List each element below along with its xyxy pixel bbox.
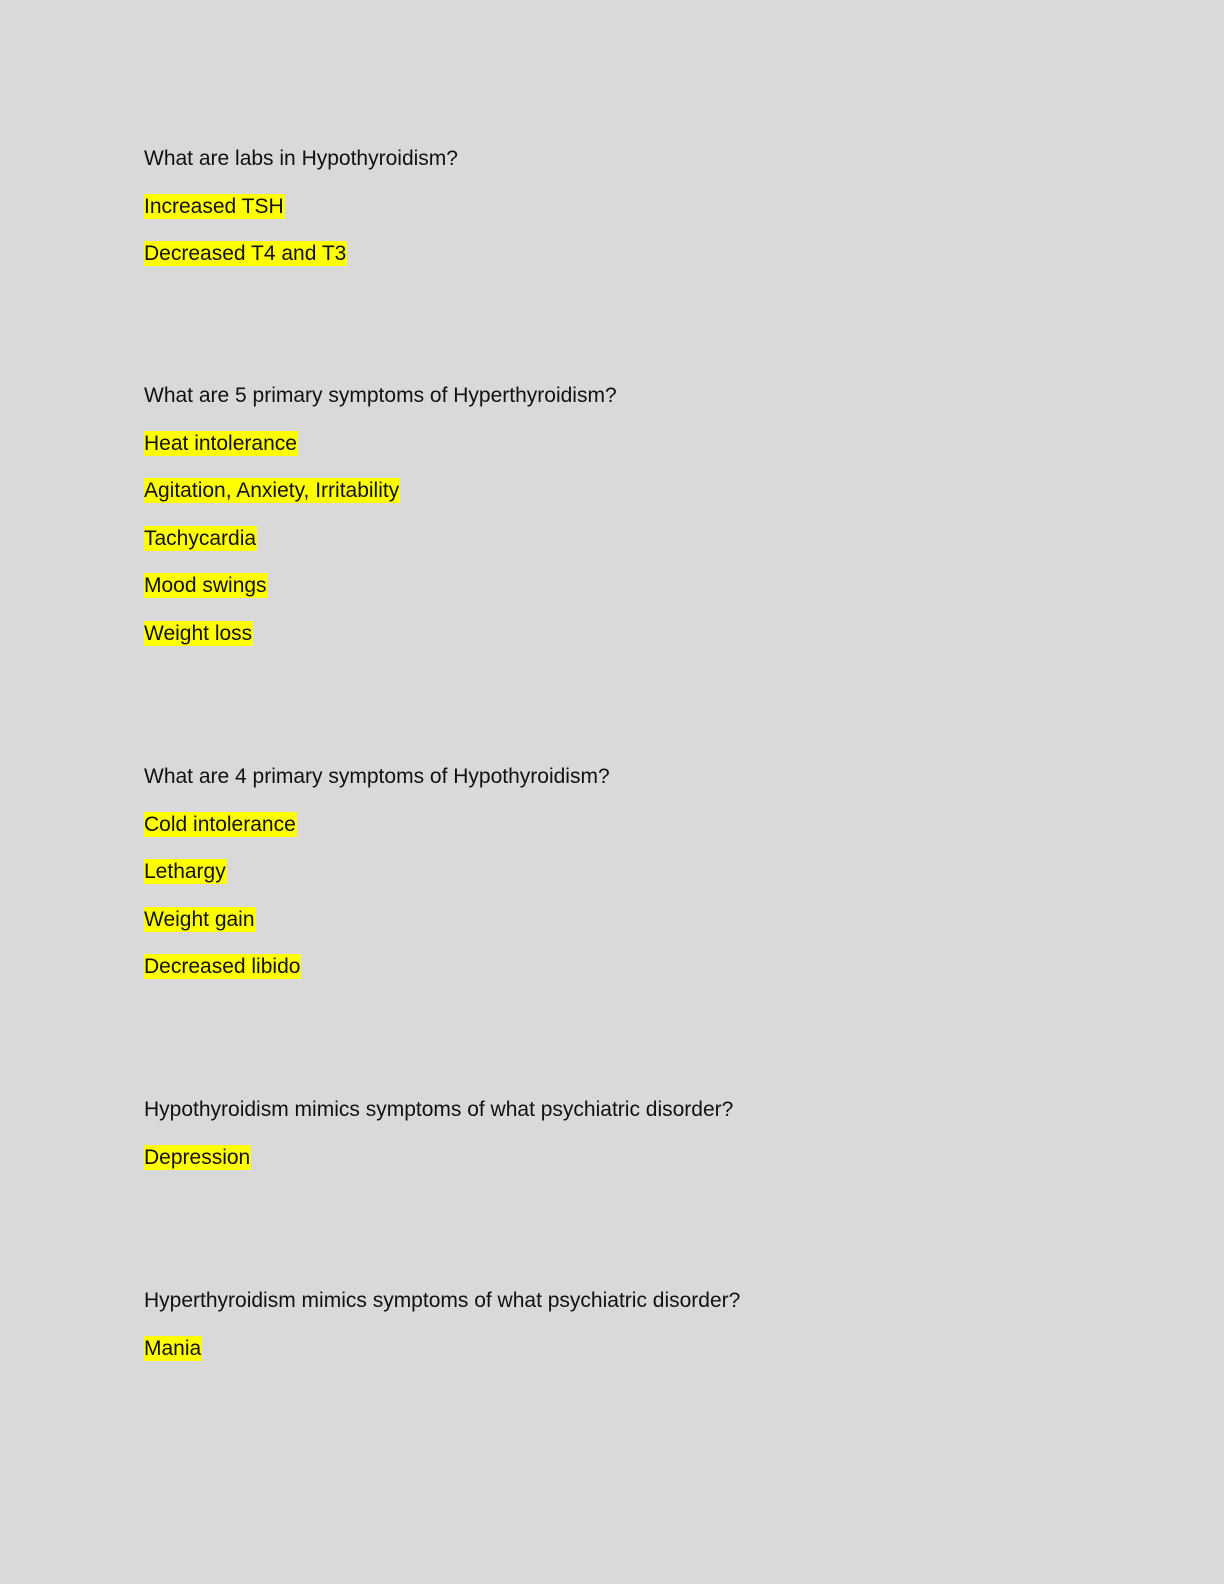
qa-block-hyperthyroid-psychiatric — [144, 1287, 1144, 1363]
qa-block-hypothyroid-labs — [144, 145, 1144, 268]
answer-item — [144, 620, 1144, 648]
highlighted-answer: Lethargy — [144, 860, 226, 883]
qa-block-hypothyroid-symptoms — [144, 763, 1144, 981]
answer-item — [144, 430, 1144, 458]
answer-item — [144, 906, 1144, 934]
answer-item — [144, 811, 1144, 839]
qa-block-hyperthyroid-symptoms — [144, 382, 1144, 648]
answer-list — [144, 1335, 1144, 1363]
highlighted-answer: Tachycardia — [144, 526, 257, 550]
answer-list — [144, 811, 1144, 982]
question: Hypothyroidism mimics symptoms of what psychiatric disorder? — [144, 1098, 734, 1121]
answer-item — [144, 477, 1144, 505]
answer-item — [144, 858, 1144, 886]
answer-list — [144, 193, 1144, 269]
answer-list — [144, 430, 1144, 648]
answer-item — [144, 193, 1144, 221]
question: Hyperthyroidism mimics symptoms of what psychiatric disorder? — [144, 1289, 741, 1312]
question: What are 4 primary symptoms of Hypothyroidism? — [144, 765, 610, 788]
highlighted-answer: Weight loss — [144, 621, 253, 645]
answer-item — [144, 1144, 1144, 1172]
answer-item — [144, 572, 1144, 600]
question: What are 5 primary symptoms of Hyperthyroidism? — [144, 384, 617, 407]
qa-block-hypothyroid-psychiatric — [144, 1096, 1144, 1172]
answer-item — [144, 1335, 1144, 1363]
highlighted-answer: Mood swings — [144, 574, 267, 597]
highlighted-answer: Mania — [144, 1336, 202, 1360]
highlighted-answer: Cold intolerance — [144, 812, 296, 836]
highlighted-answer: Increased TSH — [144, 194, 284, 218]
highlighted-answer: Agitation, Anxiety, Irritability — [144, 479, 400, 502]
highlighted-answer: Heat intolerance — [144, 431, 297, 455]
answer-item — [144, 525, 1144, 553]
highlighted-answer: Weight gain — [144, 907, 255, 931]
answer-item — [144, 953, 1144, 981]
answer-item — [144, 240, 1144, 268]
answer-list — [144, 1144, 1144, 1172]
question: What are labs in Hypothyroidism? — [144, 147, 458, 170]
highlighted-answer: Decreased libido — [144, 955, 301, 978]
highlighted-answer: Decreased T4 and T3 — [144, 242, 347, 265]
highlighted-answer: Depression — [144, 1145, 251, 1169]
